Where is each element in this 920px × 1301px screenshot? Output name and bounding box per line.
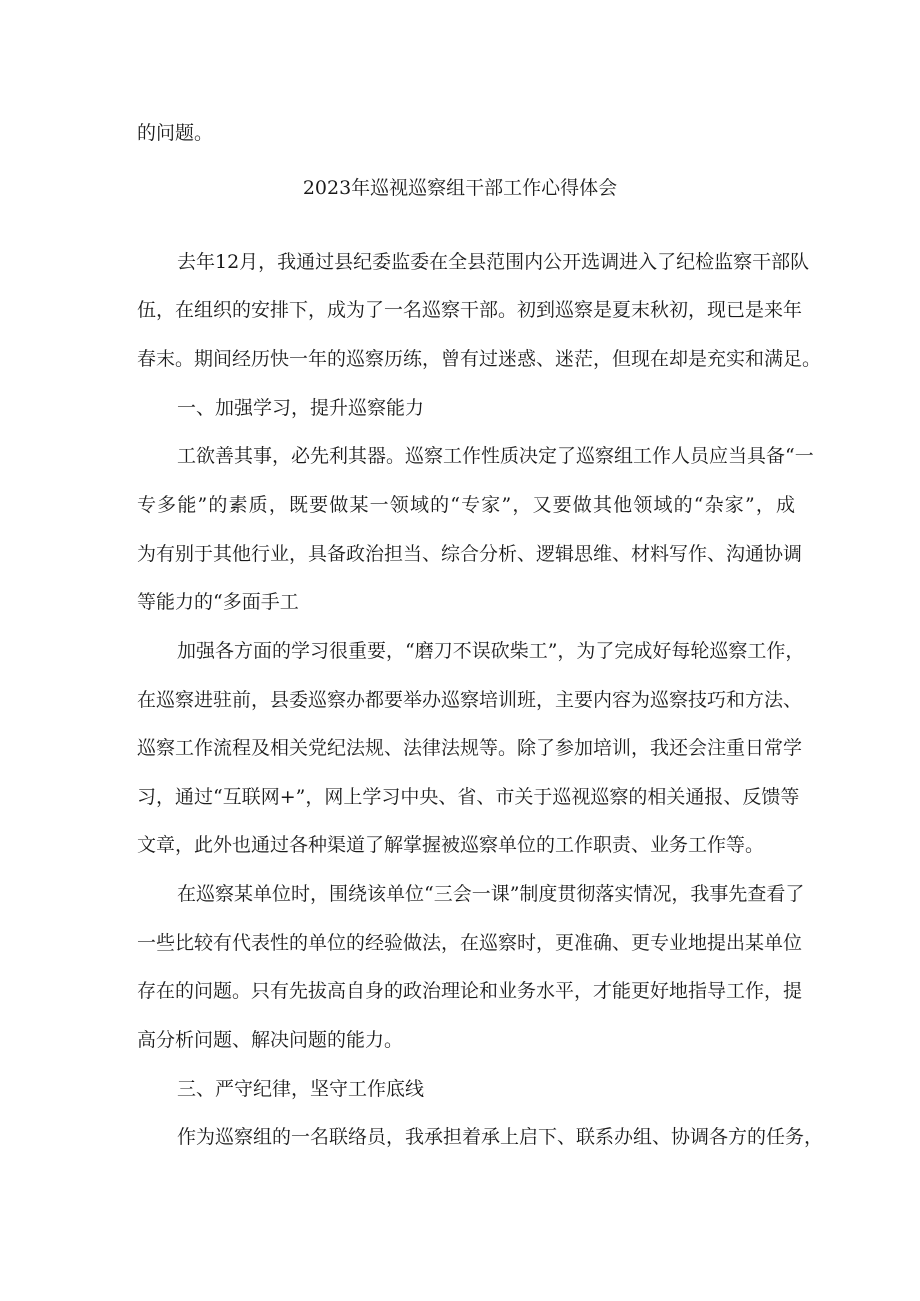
paragraph-line: 工欲善其事，必先利其器。巡察工作性质决定了巡察组工作人员应当具备“一 bbox=[177, 445, 814, 467]
lead-fragment: 的问题。 bbox=[137, 122, 214, 144]
paragraph-line: 一些比较有代表性的单位的经验做法，在巡察时，更准确、更专业地提出某单位 bbox=[137, 932, 803, 954]
section-heading: 三、严守纪律，坚守工作底线 bbox=[177, 1078, 425, 1100]
paragraph-line: 存在的问题。只有先拔高自身的政治理论和业务水平，才能更好地指导工作，提 bbox=[137, 980, 803, 1002]
paragraph-line: 作为巡察组的一名联络员，我承担着承上启下、联系办组、协调各方的任务， bbox=[177, 1126, 824, 1148]
paragraph-line: 专多能”的素质，既要做某一领域的“专家”，又要做其他领域的“杂家”，成 bbox=[137, 494, 795, 516]
paragraph-line: 加强各方面的学习很重要，“磨刀不误砍柴工”，为了完成好每轮巡察工作， bbox=[177, 640, 805, 662]
paragraph-line: 文章，此外也通过各种渠道了解掌握被巡察单位的工作职责、业务工作等。 bbox=[137, 834, 765, 856]
paragraph-line: 为有别于其他行业，具备政治担当、综合分析、逻辑思维、材料写作、沟通协调 bbox=[137, 543, 803, 565]
section-heading: 一、加强学习，提升巡察能力 bbox=[177, 397, 425, 419]
paragraph-line: 去年12月，我通过县纪委监委在全县范围内公开选调进入了纪检监察干部队 bbox=[177, 251, 810, 273]
paragraph-line: 等能力的“多面手工 bbox=[137, 591, 299, 613]
paragraph-line: 高分析问题、解决问题的能力。 bbox=[137, 1029, 404, 1051]
paragraph-line: 在巡察某单位时，围绕该单位“三会一课”制度贯彻落实情况，我事先查看了 bbox=[177, 883, 805, 905]
paragraph-line: 巡察工作流程及相关党纪法规、法律法规等。除了参加培训，我还会注重日常学 bbox=[137, 737, 803, 759]
document-title: 2023年巡视巡察组干部工作心得体会 bbox=[302, 177, 618, 199]
paragraph-line: 伍，在组织的安排下，成为了一名巡察干部。初到巡察是夏末秋初，现已是来年 bbox=[137, 299, 803, 321]
paragraph-line: 在巡察进驻前，县委巡察办都要举办巡察培训班，主要内容为巡察技巧和方法、 bbox=[137, 689, 803, 711]
paragraph-line: 春末。期间经历快一年的巡察历练，曾有过迷惑、迷茫，但现在却是充实和满足。 bbox=[137, 348, 822, 370]
paragraph-line: 习，通过“互联网+”，网上学习中央、省、市关于巡视巡察的相关通报、反馈等 bbox=[137, 786, 800, 808]
